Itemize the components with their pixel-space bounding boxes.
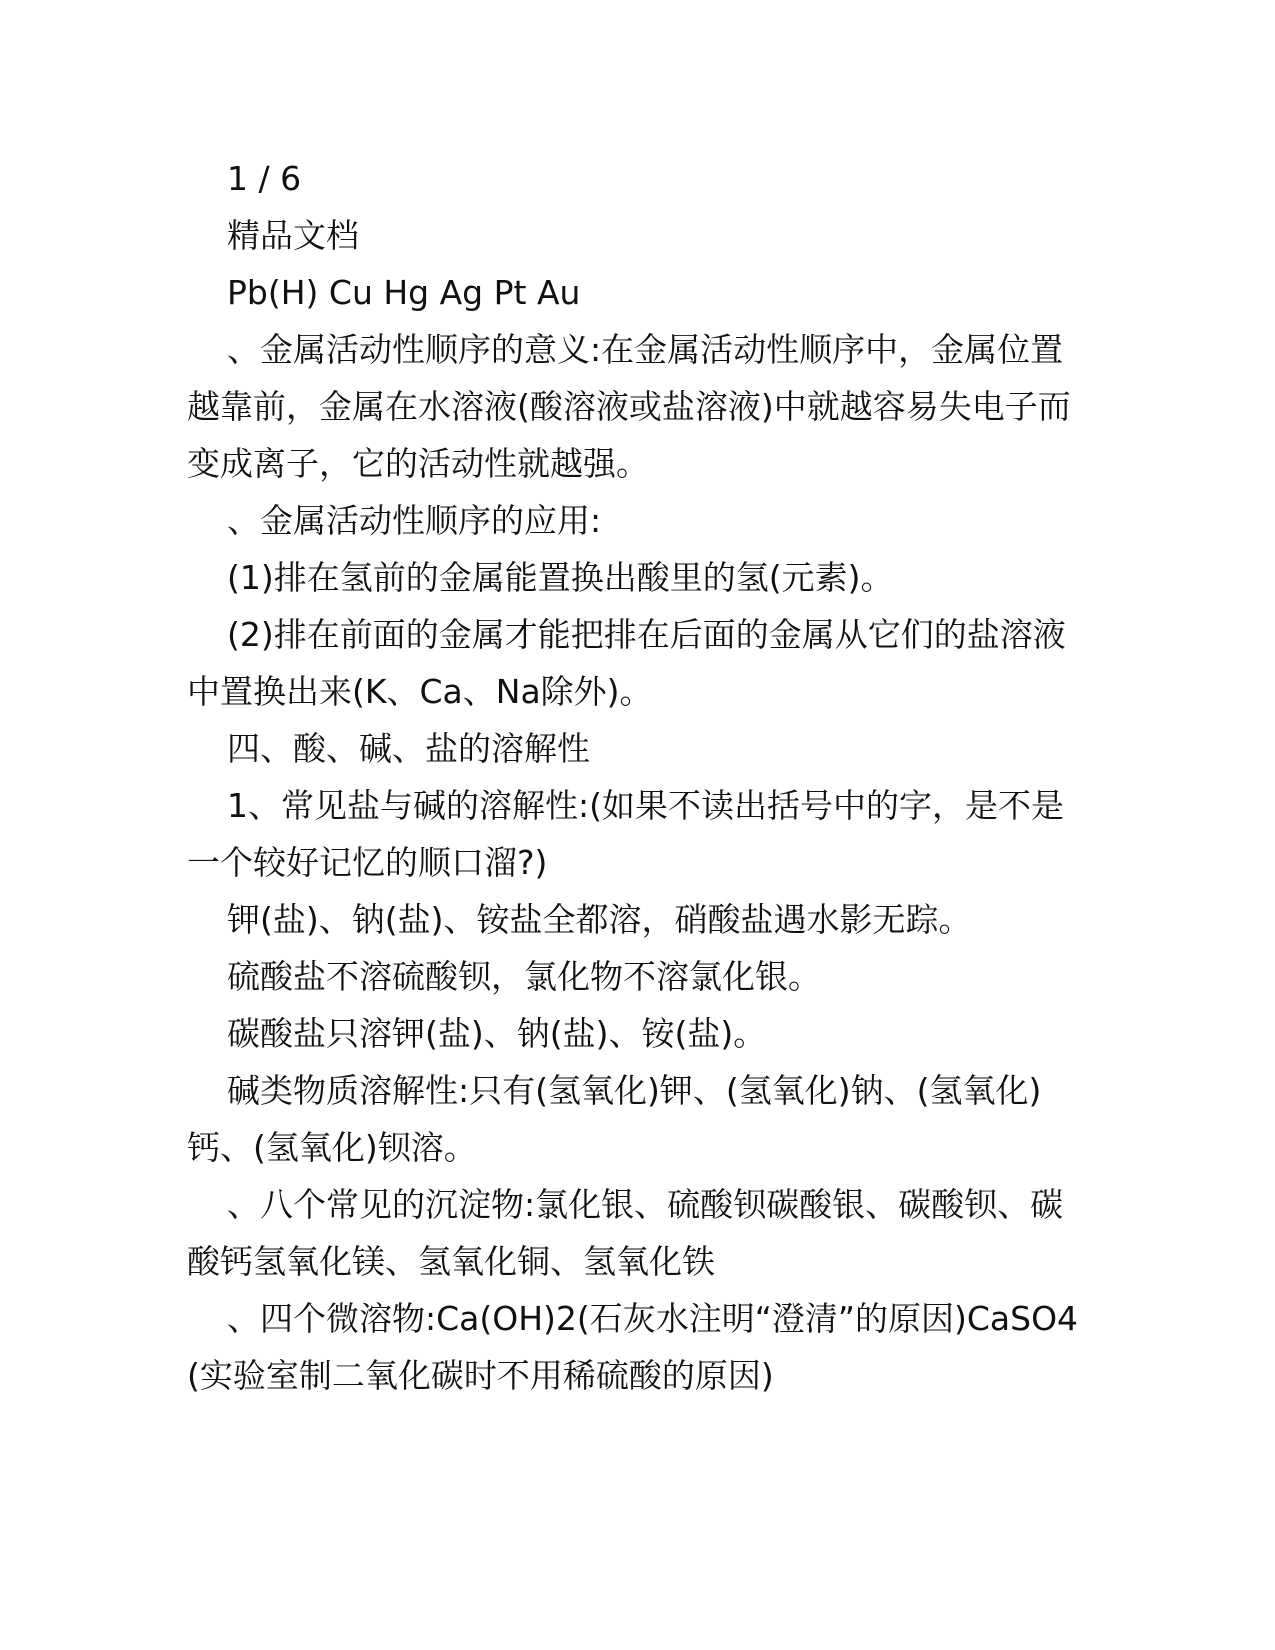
section-heading-solubility: 四、酸、碱、盐的溶解性 (227, 729, 590, 768)
paragraph-activity-application: 、金属活动性顺序的应用: (227, 501, 602, 540)
paragraph-activity-meaning: 、金属活动性顺序的意义:在金属活动性顺序中，金属位置越靠前，金属在水溶液(酸溶液或盐溶液)中就越容易失电子而变成离子，它的活动性就越强。 (187, 330, 1071, 483)
paragraph-application-1: (1)排在氢前的金属能置换出酸里的氢(元素)。 (227, 558, 894, 597)
paragraph-precipitates: 、八个常见的沉淀物:氯化银、硫酸钡碳酸银、碳酸钡、碳酸钙氢氧化镁、氢氧化铜、氢氧化铁 (187, 1185, 1064, 1281)
paragraph-metal-series-tail: Pb(H) Cu Hg Ag Pt Au (227, 273, 581, 312)
paragraph-rhyme-line-2: 硫酸盐不溶硫酸钡，氯化物不溶氯化银。 (227, 957, 821, 996)
document-body (187, 150, 1087, 1404)
paragraph-solubility-rhyme-intro: 1、常见盐与碱的溶解性:(如果不读出括号中的字，是不是一个较好记忆的顺口溜?) (187, 786, 1064, 882)
page-indicator: 1 / 6 (227, 159, 302, 198)
paragraph-base-solubility: 碱类物质溶解性:只有(氢氧化)钾、(氢氧化)钠、(氢氧化)钙、(氢氧化)钡溶。 (187, 1071, 1042, 1167)
paragraph-application-2: (2)排在前面的金属才能把排在后面的金属从它们的盐溶液中置换出来(K、Ca、Na除外)。 (187, 615, 1066, 711)
paragraph-rhyme-line-3: 碳酸盐只溶钾(盐)、钠(盐)、铵(盐)。 (227, 1014, 767, 1053)
paragraph-slightly-soluble: 、四个微溶物:Ca(OH)2(石灰水注明“澄清”的原因)CaSO4(实验室制二氧化碳时不用稀硫酸的原因) (187, 1299, 1079, 1395)
document-header-label: 精品文档 (227, 216, 359, 255)
paragraph-rhyme-line-1: 钾(盐)、钠(盐)、铵盐全都溶，硝酸盐遇水影无踪。 (227, 900, 972, 939)
